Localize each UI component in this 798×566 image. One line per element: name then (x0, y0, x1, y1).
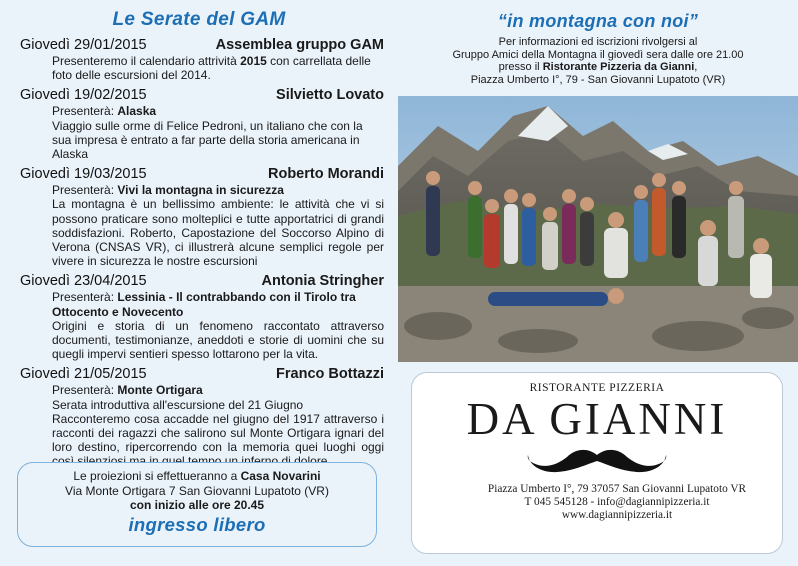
restaurant-contact (412, 483, 782, 523)
info-line: Per informazioni ed iscrizioni rivolgersi al (498, 36, 698, 48)
event-1 (20, 37, 384, 82)
event-date: Giovedì 19/03/2015 (20, 166, 147, 183)
event-topic: Presenterà: Monte Ortigara (52, 383, 203, 398)
restaurant-address: Piazza Umberto I°, 79 37057 San Giovanni Lupatoto VR (487, 483, 747, 495)
event-description: Origini e storia di un fenomeno raccontato attraverso documenti, testimonianze, aneddoti e storie di uomini che su quegli impervi sentieri spesso lottarono per la vita. (52, 318, 384, 362)
event-topic: Presenterà: Vivi la montagna in sicurezza (52, 183, 284, 198)
event-speaker: Franco Bottazzi (276, 366, 384, 383)
event-description: Racconteremo cosa accadde nel giugno del 1917 attraverso i racconti dei ragazzi che salirono sul Monte Ortigara ignari del loro destino, ripercorrendo con la memoria quei luoghi oggi (52, 411, 384, 455)
info-line: Piazza Umberto I°, 79 - San Giovanni Lupatoto (VR) (470, 73, 726, 86)
event-date: Giovedì 23/04/2015 (20, 273, 147, 290)
event-description: Viaggio sulle orme di Felice Pedroni, un italiano che con la sua impresa è entrato a far parte della storia americana in Alaska (52, 118, 363, 162)
event-3 (20, 166, 384, 268)
restaurant-phone-email: T 045 545128 - info@dagiannipizzeria.it (524, 496, 710, 509)
event-description-intro: Serata introduttiva all'escursione del 21 Giugno (52, 397, 304, 412)
venue-time: con inizio alle ore 20.45 (129, 498, 265, 512)
restaurant-subtitle: RISTORANTE PIZZERIA (529, 382, 665, 394)
free-entry-label: ingresso libero (128, 513, 266, 535)
event-date: Giovedì 21/05/2015 (20, 366, 147, 383)
restaurant-name: DA GIANNI (466, 394, 728, 444)
group-photo (398, 96, 798, 362)
event-speaker: Antonia Stringher (261, 273, 384, 290)
event-5 (20, 366, 384, 468)
mountain-group-image (398, 96, 798, 362)
events-list (20, 37, 384, 474)
venue-address: Via Monte Ortigara 7 San Giovanni Lupatoto (VR) (65, 483, 329, 498)
info-line: Gruppo Amici della Montagna il giovedì sera dalle ore 21.00 (452, 48, 744, 61)
events-title: Le Serate del GAM (112, 9, 286, 30)
event-speaker: Silvietto Lovato (276, 87, 384, 104)
event-2 (20, 87, 384, 161)
event-speaker: Assemblea gruppo GAM (215, 37, 384, 53)
slogan-title: “in montagna con noi” (497, 11, 699, 31)
event-date: Giovedì 29/01/2015 (20, 37, 147, 53)
event-speaker: Roberto Morandi (268, 166, 384, 183)
left-panel (0, 0, 398, 566)
info-block (398, 36, 798, 86)
restaurant-ad (411, 372, 783, 554)
event-description: La montagna è un bellissimo ambiente: le attività che vi si possono praticare sono molteplici e tutte apportatrici di grandi soddisfazioni. Roberto, Capostazione del Soccorso Alpino di Verona (CNSAS VR), ci illustrerà alcune semplici regole per vivere in sicurezza le nostre escursioni (52, 197, 384, 269)
right-panel (398, 0, 798, 566)
venue-box (17, 462, 377, 547)
event-topic: Presenterà: Lessinia - Il contrabbando con il Tirolo tra Ottocento e Novecento (52, 290, 356, 319)
info-line: presso il Ristorante Pizzeria da Gianni, (498, 61, 698, 73)
event-topic: Presenterà: Alaska (52, 104, 157, 119)
event-description: Presenteremo il calendario attrività 2015 con carrellata delle foto delle escursioni del 2014. (52, 54, 371, 83)
event-4 (20, 273, 384, 361)
mustache-icon (527, 445, 667, 475)
event-date: Giovedì 19/02/2015 (20, 87, 147, 104)
restaurant-website: www.dagiannipizzeria.it (561, 509, 673, 522)
venue-line1: Le proiezioni si effettueranno a Casa Novarini (73, 469, 321, 483)
